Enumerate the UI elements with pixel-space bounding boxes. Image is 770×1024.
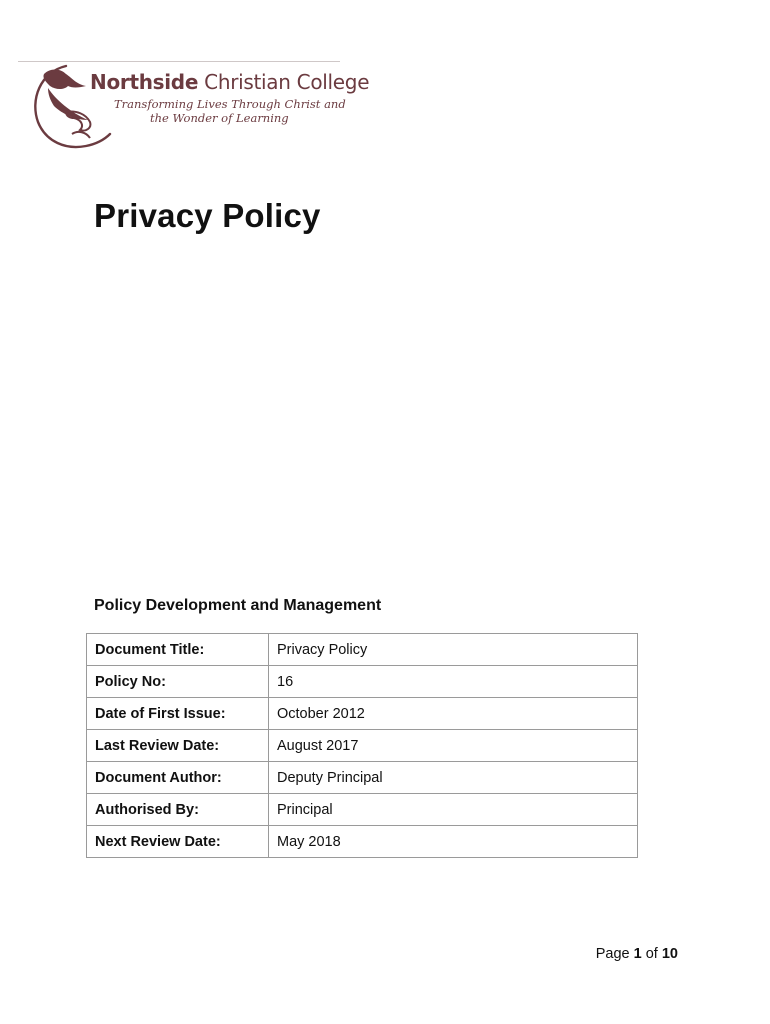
row-value: August 2017 [269,730,638,762]
page-word: Page [595,946,630,962]
row-label: Last Review Date: [87,730,269,762]
row-value: October 2012 [269,698,638,730]
tagline-line-1: Transforming Lives Through Christ and [114,97,346,111]
table-row [87,794,638,826]
row-label: Document Title: [87,634,269,666]
table-row [87,634,638,666]
row-label: Date of First Issue: [87,698,269,730]
school-name-bold: Northside [90,70,199,94]
school-tagline [114,97,346,125]
table-row [87,826,638,858]
of-word: of [645,946,658,962]
row-label: Authorised By: [87,794,269,826]
page-number [596,946,678,962]
table-row [87,730,638,762]
school-name-rest: Christian College [198,70,370,94]
total-pages: 10 [661,946,678,962]
row-value: Privacy Policy [269,634,638,666]
row-value: Principal [269,794,638,826]
row-value: Deputy Principal [269,762,638,794]
current-page: 1 [633,946,642,962]
table-row [87,762,638,794]
row-value: 16 [269,666,638,698]
table-row [87,698,638,730]
section-heading: Policy Development and Management [94,597,382,614]
table-row [87,666,638,698]
row-label: Next Review Date: [87,826,269,858]
policy-details-table [86,633,638,858]
row-value: May 2018 [269,826,638,858]
school-name [90,70,369,94]
row-label: Policy No: [87,666,269,698]
row-label: Document Author: [87,762,269,794]
document-title: Privacy Policy [94,197,321,234]
tagline-line-2: the Wonder of Learning [150,111,289,125]
